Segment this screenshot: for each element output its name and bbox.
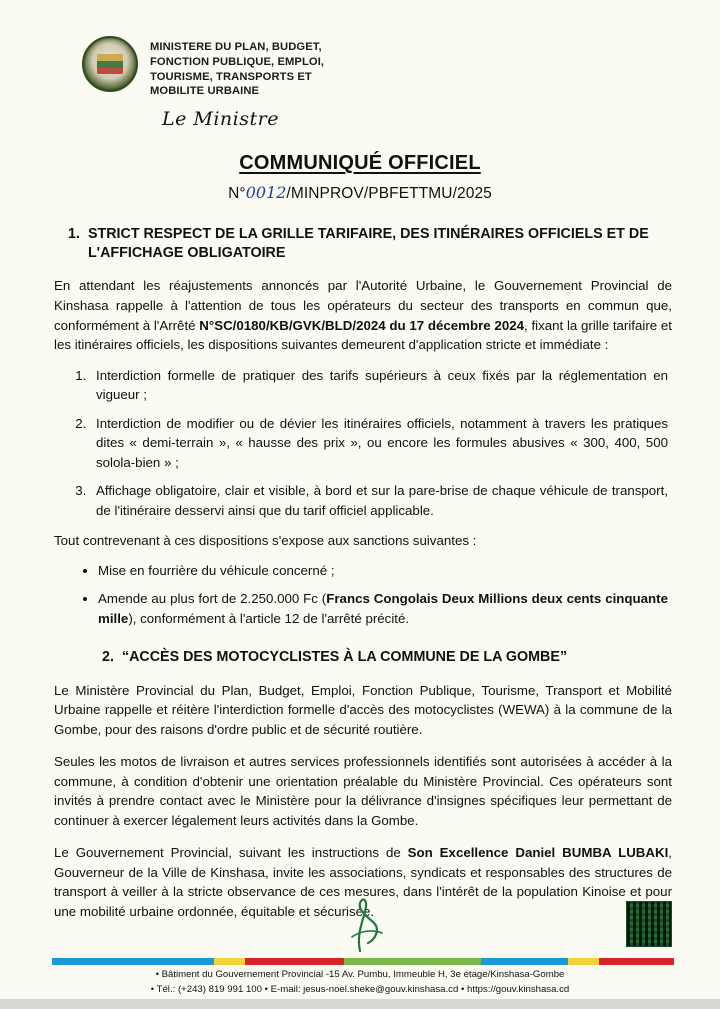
intro-text-after: , fixant la grille tarifaire et les itinéraires officiels, les dispositions suivantes demeurent d'application stricte et immédiate :	[54, 317, 672, 353]
section-2-title: “ACCÈS DES MOTOCYCLISTES À LA COMMUNE DE LA GOMBE”	[121, 649, 568, 666]
flag-segment-green	[344, 958, 481, 965]
section-2-paragraph-1: Le Ministère Provincial du Plan, Budget, Emploi, Fonction Publique, Tourisme, Transport et Mobilité Urbaine rappelle et réitère l'interdiction formelle d'accès des motocyclistes (WEWA) à la commune de la Gombe, pour des raisons d'ordre public et de sécurité routière.	[54, 682, 672, 737]
intro-arrete-reference: N°SC/0180/KB/GVK/BLD/2024 du 17 décembre 2024	[199, 317, 525, 333]
page-title: COMMUNIQUÉ OFFICIEL	[239, 152, 481, 175]
list-item: 1. Interdiction formelle de pratiquer des tarifs supérieurs à ceux fixés par la réglementation en vigueur ;	[90, 366, 668, 405]
list-item	[98, 589, 668, 628]
flag-segment-blue-2	[481, 958, 568, 965]
bullet-2-text-after: ), conformément à l'article 12 de l'arrêté précité.	[128, 610, 410, 626]
list-item: 3. Affichage obligatoire, clair et visible, à bord et sur la pare-brise de chaque véhicule de transport, de l'itinéraire desservi ainsi que du tarif officiel applicable.	[90, 481, 668, 520]
footer-address: • Bâtiment du Gouvernement Provincial -15 Av. Pumbu, Immeuble H, 3e étage/Kinshasa-Gombe	[155, 969, 565, 981]
footer-contact-block	[30, 968, 690, 997]
section-1-title: STRICT RESPECT DE LA GRILLE TARIFAIRE, DES ITINÉRAIRES OFFICIELS ET DE L'AFFICHAGE OBLIGATOIRE	[87, 226, 649, 262]
section-1-intro	[54, 276, 672, 354]
sanctions-bullet-list	[76, 561, 668, 629]
ministry-line-3: TOURISME, TRANSPORTS ET	[150, 70, 312, 83]
qr-code-icon	[626, 901, 672, 947]
closing-text-before: Le Gouvernement Provincial, suivant les instructions de	[54, 845, 408, 861]
flag-segment-red-2	[599, 958, 674, 965]
page-content	[30, 36, 690, 1009]
ministry-line-2: FONCTION PUBLIQUE, EMPLOI,	[150, 55, 325, 68]
ministry-line-4: MOBILITE URBAINE	[150, 85, 260, 98]
document-header	[30, 36, 690, 99]
section-2-number: 2.	[102, 649, 114, 666]
bullet-1-text: Mise en fourrière du véhicule concerné ;	[98, 562, 335, 578]
section-1-numbered-list	[54, 366, 668, 521]
document-number	[30, 183, 690, 203]
closing-text-after: , Gouverneur de la Ville de Kinshasa, invite les associations, syndicats et responsables des structures de transport à veiller à la stricte observance de ces mesures, dans l'intérêt de la population Kinoise et pour une mobilité urbaine ordonnée, équitable et sécurisée.	[54, 845, 672, 919]
ministry-line-1: MINISTERE DU PLAN, BUDGET,	[150, 41, 322, 53]
list-item: 2. Interdiction de modifier ou de dévier les itinéraires officiels, notamment à travers les pratiques dites « demi-terrain », « hausse des prix », ou encore les formules abusives « 300, 400, 500 solola-bien » ;	[90, 414, 668, 473]
governor-name: Son Excellence Daniel BUMBA LUBAKI	[407, 845, 669, 861]
bullet-2-text-before: Amende au plus fort de 2.250.000 Fc (	[98, 591, 327, 607]
section-1-number: 1.	[68, 226, 80, 243]
number-prefix: N°	[228, 185, 246, 203]
number-handwritten: 0012	[245, 183, 287, 203]
list-item	[98, 561, 668, 581]
bullet-2-amount-words: Francs Congolais Deux Millions deux cents cinquante mille	[98, 591, 668, 626]
section-2-closing-paragraph	[54, 843, 672, 921]
sanctions-intro: Tout contrevenant à ces dispositions s'expose aux sanctions suivantes :	[54, 533, 477, 549]
flag-segment-blue	[52, 958, 214, 965]
flag-segment-red	[245, 958, 345, 965]
drc-coat-of-arms-icon	[82, 36, 138, 92]
footer-contact: • Tél.: (+243) 819 991 100 • E-mail: jesus-noel.sheke@gouv.kinshasa.cd • https://gouv.kinshasa.cd	[150, 983, 570, 995]
flag-color-bar	[52, 958, 674, 965]
flag-segment-yellow	[214, 958, 245, 965]
number-suffix: /MINPROV/PBFETTMU/2025	[286, 185, 492, 203]
minister-label: Le Ministre	[162, 108, 279, 131]
flag-segment-yellow-2	[568, 958, 599, 965]
section-2-paragraph-2: Seules les motos de livraison et autres services professionnels identifiés sont autorisées à accéder à la commune, à condition d'obtenir une orientation préalable du Ministère Provincial. Ces opérateurs sont invités à prendre contact avec le Ministère pour la délivrance d'insignes spécifiques leur permettant de continuer à exercer légalement leurs activités dans la Gombe.	[54, 754, 672, 828]
intro-text-before: En attendant les réajustements annoncés par l'Autorité Urbaine, le Gouvernement Provincial de Kinshasa rappelle à l'attention de tous les opérateurs du secteur des transports en commun que, conformément à l'Arrêté	[54, 278, 672, 333]
section-1-heading	[30, 225, 690, 263]
section-2-heading	[30, 648, 690, 667]
ministry-name-block	[150, 36, 324, 99]
